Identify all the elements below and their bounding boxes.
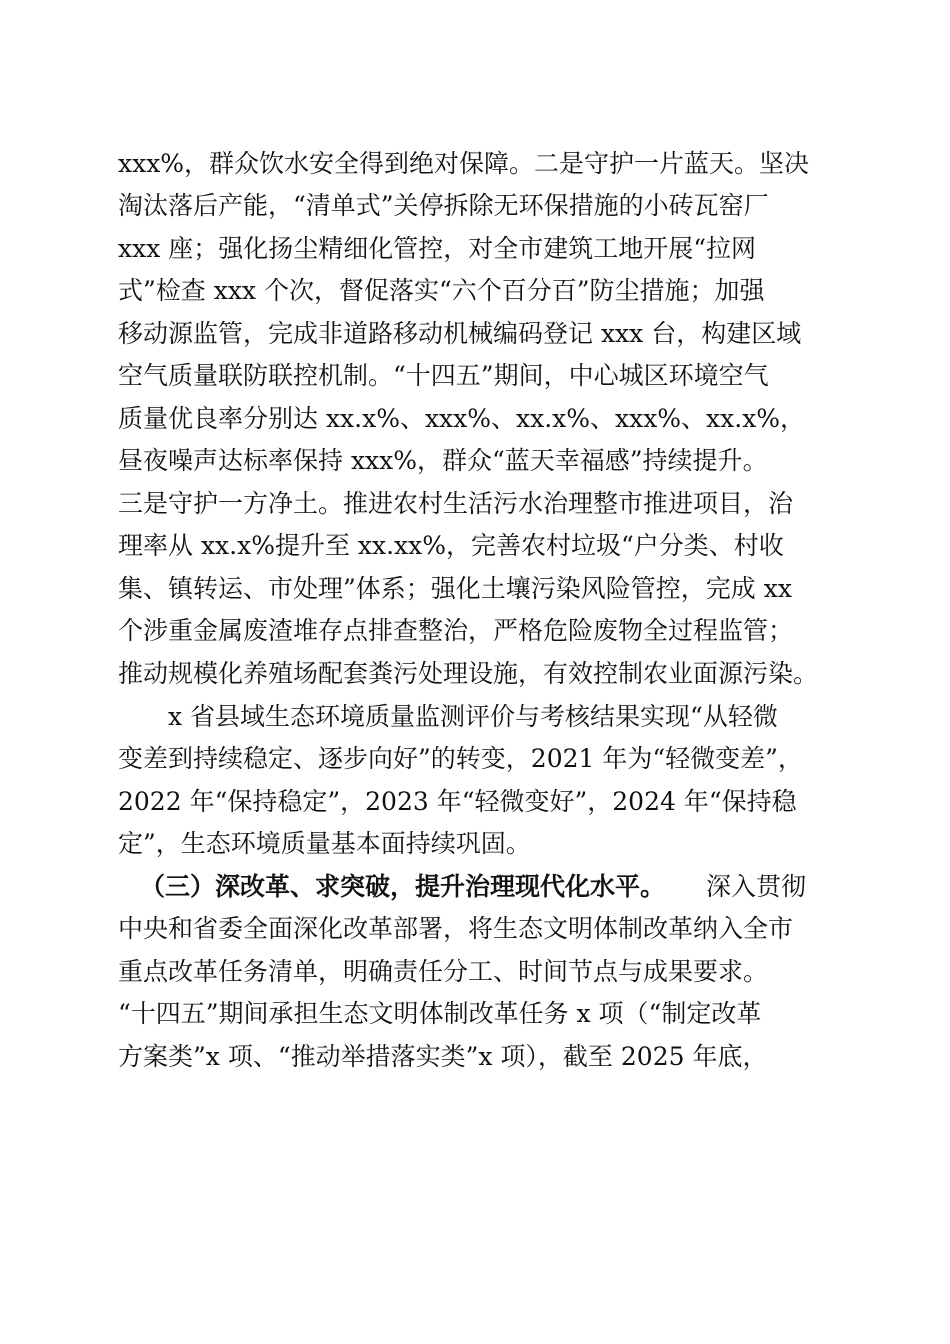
paragraph-line: [0, 270, 950, 312]
line-text: 式”检查 xxx 个次，督促落实“六个百分百”防尘措施；加强: [118, 276, 765, 305]
line-text: 重点改革任务清单，明确责任分工、时间节点与成果要求。: [118, 957, 769, 986]
line-text: 深入贯彻: [706, 872, 807, 901]
paragraph-line: [0, 908, 950, 950]
paragraph-line: [0, 228, 950, 270]
paragraph-line: [0, 525, 950, 567]
paragraph-line: [0, 653, 950, 695]
line-text: xxx 座；强化扬尘精细化管控，对全市建筑工地开展“拉网: [118, 234, 757, 263]
line-text: 三是守护一方净土。推进农村生活污水治理整市推进项目，治: [118, 489, 794, 518]
paragraph-line: [0, 355, 950, 397]
paragraph-line: [0, 781, 950, 823]
line-text: 空气质量联防联控机制。“十四五”期间，中心城区环境空气: [118, 361, 769, 390]
line-text: 理率从 xx.x%提升至 xx.xx%，完善农村垃圾“户分类、村收: [118, 531, 784, 560]
line-text: “十四五”期间承担生态文明体制改革任务 x 项（“制定改革: [118, 999, 762, 1028]
line-text: 昼夜噪声达标率保持 xxx%，群众“蓝天幸福感”持续提升。: [118, 446, 768, 475]
paragraph-line: [0, 823, 950, 865]
paragraph-line: [0, 866, 950, 908]
line-text: 2022 年“保持稳定”，2023 年“轻微变好”，2024 年“保持稳: [118, 787, 797, 816]
paragraph-line: [0, 951, 950, 993]
line-text: 淘汰落后产能，“清单式”关停拆除无环保措施的小砖瓦窑厂: [118, 191, 769, 220]
paragraph-line: [0, 483, 950, 525]
line-text: 集、镇转运、市处理”体系；强化土壤污染风险管控，完成 xx: [118, 574, 792, 603]
line-text: 变差到持续稳定、逐步向好”的转变，2021 年为“轻微变差”，: [118, 744, 803, 773]
paragraph-line: [0, 185, 950, 227]
paragraph-line: [0, 610, 950, 652]
line-text: 中央和省委全面深化改革部署，将生态文明体制改革纳入全市: [118, 914, 794, 943]
paragraph-line: [0, 440, 950, 482]
line-text: 方案类”x 项、“推动举措落实类”x 项），截至 2025 年底，: [118, 1042, 768, 1071]
line-text: 推动规模化养殖场配套粪污处理设施，有效控制农业面源污染。: [118, 659, 819, 688]
section-heading: （三）深改革、求突破，提升治理现代化水平。: [140, 872, 666, 901]
line-text: 质量优良率分别达 xx.x%、xxx%、xx.x%、xxx%、xx.x%，: [118, 404, 806, 433]
paragraph-line: [0, 398, 950, 440]
paragraph-line: [0, 313, 950, 355]
line-text: x 省县域生态环境质量监测评价与考核结果实现“从轻微: [168, 702, 778, 731]
line-text: 定”，生态环境质量基本面持续巩固。: [118, 829, 531, 858]
paragraph-line: [0, 143, 950, 185]
paragraph-line: [0, 738, 950, 780]
paragraph-line: [0, 1036, 950, 1078]
paragraph-line: [0, 568, 950, 610]
line-text: 移动源监管，完成非道路移动机械编码登记 xxx 台，构建区域: [118, 319, 802, 348]
paragraph-line: [0, 696, 950, 738]
paragraph-line: [0, 993, 950, 1035]
line-text: 个涉重金属废渣堆存点排查整治，严格危险废物全过程监管；: [118, 616, 794, 645]
line-text: xxx%，群众饮水安全得到绝对保障。二是守护一片蓝天。坚决: [118, 149, 810, 178]
